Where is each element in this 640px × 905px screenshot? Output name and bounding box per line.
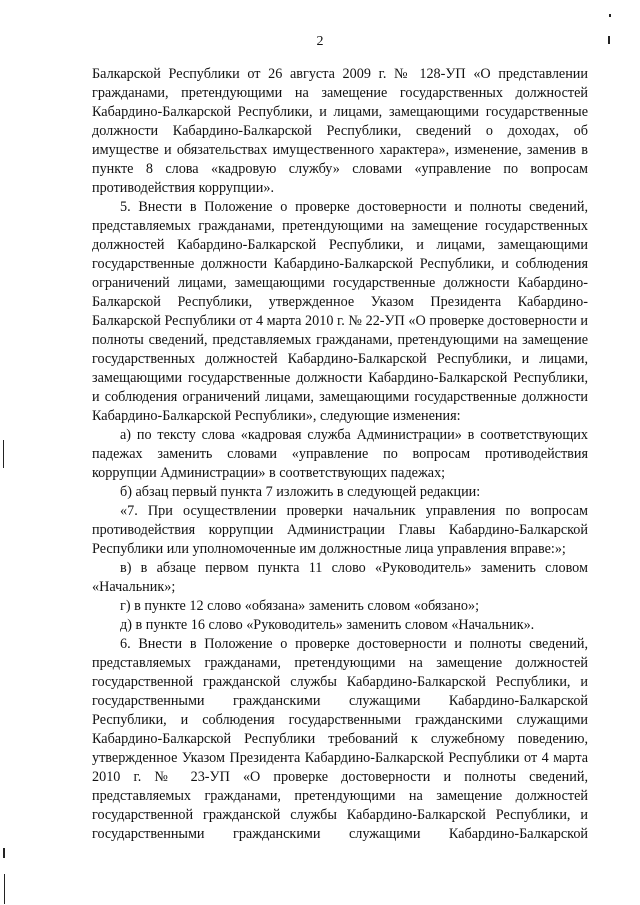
scan-mark-top-right: [609, 14, 611, 17]
scan-mark-bottom-left: [3, 848, 5, 858]
paragraph-subitem-d: д) в пункте 16 слово «Руководитель» заменить словом «Начальник».: [120, 617, 535, 633]
scan-mark-left-edge: [3, 440, 4, 468]
paragraph-continuation: Балкарской Республики от 26 августа 2009 г. № 128-УП «О представлении гражданами, претендующими на замещение государственных должностей Кабардино-Балкарской Республики, и лицами, замещающими государственные должности Кабардино-Балкарской Республики, сведений о доходах, об имуществе и обязательствах имущественного характера», изменение, заменив в пункте 8 слова «кадровую службу» словами «управление по вопросам противодействия коррупции».: [92, 66, 588, 196]
scan-mark-top-right-2: [608, 36, 610, 44]
paragraph-subitem-a: а) по тексту слова «кадровая служба Администрации» в соответствующих падежах заменить словами «управление по вопросам противодействия коррупции Администрации» в соответствующих падежах;: [92, 427, 588, 481]
paragraph-item-6: 6. Внести в Положение о проверке достоверности и полноты сведений, представляемых гражданами, претендующими на замещение должностей государственной гражданской службы Кабардино-Балкарской Республики, и государственными гражданскими служащими Кабардино-Балкарской Республики, и соблюдения государственными гражданскими служащими Кабардино-Балкарской Республики требований к служебному поведению, утвержденное Указом Президента Кабардино-Балкарской Республики от 4 марта 2010 г. № 23-УП «О проверке достоверности и полноты сведений, представляемых гражданами, претендующими на замещение должностей государственной гражданской службы Кабардино-Балкарской Республики, и государственными гражданскими служащими Кабардино-Балкарской: [92, 636, 588, 842]
document-body: [92, 65, 588, 844]
paragraph-item-5: 5. Внести в Положение о проверке достоверности и полноты сведений, представляемых гражданами, претендующими на замещение государственных должностей Кабардино-Балкарской Республики, и лицами, замещающими государственные должности Кабардино-Балкарской Республики, и соблюдения ограничений лицами, замещающими государственные должности Кабардино-Балкарской Республики, утвержденное Указом Президента Кабардино-Балкарской Республики от 4 марта 2010 г. № 22-УП «О проверке достоверности и полноты сведений, представляемых гражданами, претендующими на замещение государственных должностей Кабардино-Балкарской Республики, и лицами, замещающими государственные должности Кабардино-Балкарской Республики, и соблюдения ограничений лицами, замещающими государственные должности Кабардино-Балкарской Республики», следующие изменения:: [92, 199, 588, 424]
paragraph-quote-7: «7. При осуществлении проверки начальник управления по вопросам противодействия коррупции Администрации Главы Кабардино-Балкарской Республики или уполномоченные им должностные лица управления вправе:»;: [92, 503, 588, 557]
paragraph-subitem-g: г) в пункте 12 слово «обязана» заменить словом «обязано»;: [120, 598, 480, 614]
paragraph-subitem-v: в) в абзаце первом пункта 11 слово «Руководитель» заменить словом «Начальник»;: [92, 560, 588, 595]
page-number: 2: [316, 34, 324, 49]
scan-mark-bottom-left-2: [4, 874, 5, 904]
paragraph-subitem-b: б) абзац первый пункта 7 изложить в следующей редакции:: [120, 484, 481, 500]
